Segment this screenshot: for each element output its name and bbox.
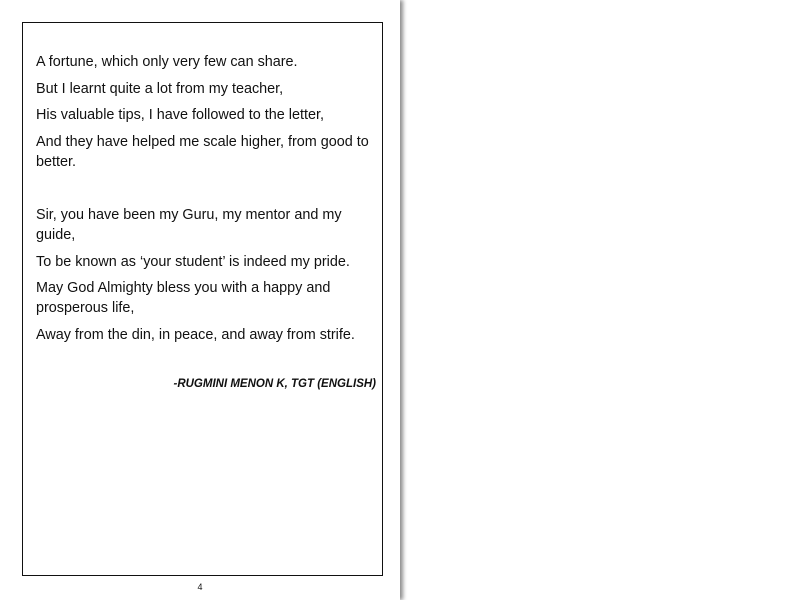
poem-line: Away from the din, in peace, and away from strife.: [36, 326, 355, 343]
poem-line: May God Almighty bless you with a happy and prosperous life,: [36, 280, 331, 316]
poem-line: His valuable tips, I have followed to the letter,: [36, 107, 324, 123]
author-signature: -RUGMINI MENON K, TGT (ENGLISH): [173, 378, 376, 390]
poem-line: A fortune, which only very few can share.: [36, 54, 298, 70]
poem-body: [36, 52, 374, 351]
right-page-blank: [403, 0, 800, 600]
poem-line: But I learnt quite a lot from my teacher,: [36, 80, 284, 97]
poem-line: To be known as ‘your student’ is indeed my pride.: [36, 253, 350, 270]
poem-line: And they have helped me scale higher, from good to better.: [36, 133, 369, 170]
page-number: 4: [197, 582, 203, 592]
poem-line: Sir, you have been my Guru, my mentor and my guide,: [36, 207, 342, 243]
page-border-frame: [22, 22, 383, 576]
stanza-break: [36, 178, 374, 205]
